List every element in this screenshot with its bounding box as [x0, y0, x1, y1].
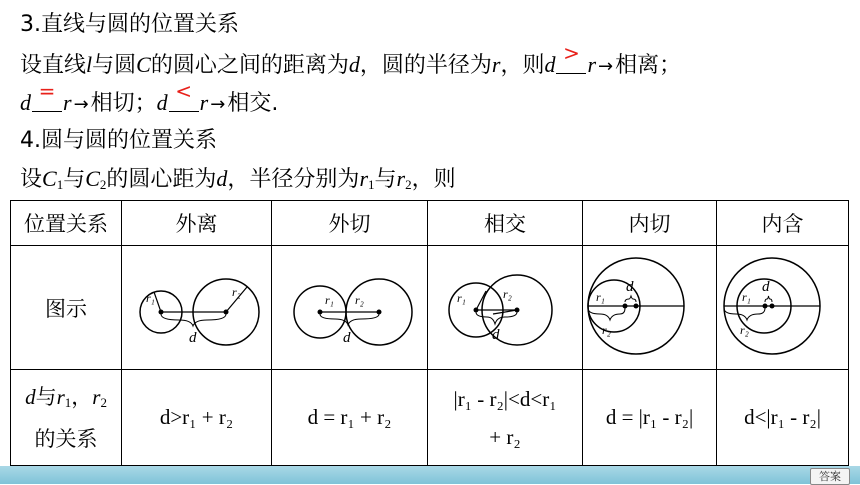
arrow-icon: → — [73, 94, 89, 115]
section4-heading: 4.圆与圆的位置关系 — [20, 128, 217, 153]
blank-tangent[interactable] — [32, 79, 62, 112]
arrow-icon: → — [598, 56, 614, 77]
figure-internal-tangent — [583, 246, 717, 370]
svg-text:r₂: r₂ — [502, 287, 512, 301]
svg-text:r₂: r₂ — [739, 323, 749, 337]
header-cell: 相交 — [428, 201, 583, 246]
table-relation-row — [11, 370, 849, 466]
label-d: d — [188, 330, 196, 346]
svg-text:r₂: r₂ — [601, 323, 611, 337]
svg-text:d: d — [761, 279, 769, 295]
footer-bar — [0, 466, 860, 484]
relation-external-tangent: d = r₁ + r₂ — [272, 370, 428, 466]
relation-containment: d<|r₁ - r₂| — [717, 370, 849, 466]
header-cell: 外离 — [122, 201, 272, 246]
figure-intersect — [428, 246, 583, 370]
relation-separate: d>r₁ + r₂ — [122, 370, 272, 466]
header-cell: 外切 — [272, 201, 428, 246]
svg-text:r₁: r₁ — [324, 293, 334, 307]
svg-text:d: d — [625, 279, 633, 295]
answer-eq: = — [38, 79, 56, 103]
figure-separate — [122, 246, 272, 370]
header-cell: 内切 — [583, 201, 717, 246]
relation-internal-tangent: d = |r₁ - r₂| — [583, 370, 717, 466]
svg-text:r₁: r₁ — [595, 290, 605, 304]
svg-text:r₂: r₂ — [354, 293, 364, 307]
section3-line2: d = r →相切；d < r →相交. — [20, 79, 279, 116]
answer-gt: > — [563, 41, 580, 65]
blank-apart[interactable] — [556, 41, 586, 74]
section3-heading: 3.直线与圆的位置关系 — [20, 12, 239, 37]
relation-row-label: d与$r_1$，$r_2$ 的关系 — [11, 370, 122, 466]
svg-text:d: d — [342, 330, 350, 346]
header-cell: 位置关系 — [11, 201, 122, 246]
table-header-row — [11, 201, 849, 246]
circle-relation-table — [10, 200, 849, 466]
arrow-icon: → — [210, 94, 226, 115]
relation-intersect: |r₁ - r₂|<d<r₁ + r₂ — [428, 370, 583, 466]
figure-external-tangent — [272, 246, 428, 370]
table-figure-row — [11, 246, 849, 370]
figure-containment — [717, 246, 849, 370]
svg-text:d: d — [491, 327, 499, 343]
svg-text:r₁: r₁ — [456, 291, 466, 305]
section3-line1: 设直线l与圆C的圆心之间的距离为d，圆的半径为r，则d > r →相离； — [20, 41, 682, 78]
label-r2: r₂ — [231, 285, 241, 299]
svg-text:r₁: r₁ — [741, 290, 751, 304]
header-cell: 内含 — [717, 201, 849, 246]
blank-intersect[interactable] — [169, 79, 199, 112]
answer-button[interactable]: 答案 — [810, 468, 850, 485]
answer-lt: < — [175, 79, 193, 103]
figure-row-label: 图示 — [11, 246, 122, 370]
label-r1: r₁ — [145, 291, 155, 305]
section4-line1: 设$C_1$与$C_2$的圆心距为d，半径分别为$r_1$与$r_2$，则 — [20, 166, 456, 192]
